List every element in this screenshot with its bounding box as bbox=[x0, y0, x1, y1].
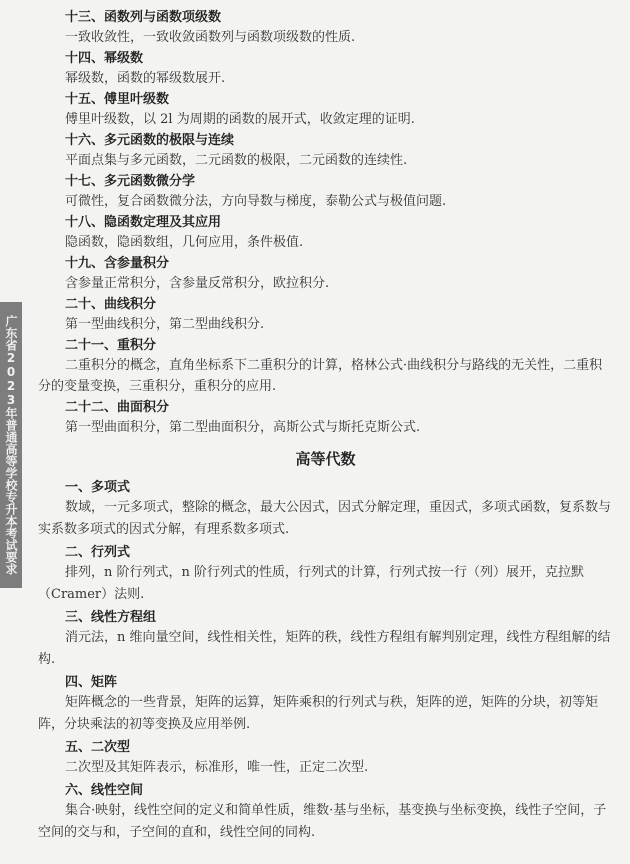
side-tab-label: 广东省2023年普通高等学校专升本考试要求 bbox=[0, 302, 22, 588]
section-title: 二十一、重积分 bbox=[65, 338, 157, 353]
section-title: 十三、函数列与函数项级数 bbox=[65, 10, 222, 25]
section-14 bbox=[38, 49, 613, 89]
section-title: 五、二次型 bbox=[65, 740, 131, 755]
section-title: 三、线性方程组 bbox=[65, 610, 157, 625]
chapter-heading: 高等代数 bbox=[295, 450, 356, 468]
section-title: 二、行列式 bbox=[65, 545, 131, 560]
section-18 bbox=[38, 213, 613, 253]
section-title: 十六、多元函数的极限与连续 bbox=[65, 133, 235, 148]
section-title: 十四、幂级数 bbox=[65, 51, 144, 66]
section-body: 平面点集与多元函数，二元函数的极限，二元函数的连续性. bbox=[65, 153, 408, 168]
section-linear-equations bbox=[38, 608, 613, 671]
section-body: 傅里叶级数，以 2l 为周期的函数的展开式，收敛定理的证明. bbox=[65, 112, 415, 127]
section-22 bbox=[38, 398, 613, 438]
section-body: 含参量正常积分，含参量反常积分，欧拉积分. bbox=[65, 276, 330, 291]
section-title: 二十二、曲面积分 bbox=[65, 400, 170, 415]
section-17 bbox=[38, 172, 613, 212]
section-body: 二次型及其矩阵表示，标准形，唯一性，正定二次型. bbox=[65, 760, 369, 775]
analysis-sections bbox=[38, 8, 613, 438]
section-body: 消元法，n 维向量空间，线性相关性，矩阵的秩，线性方程组有解判别定理，线性方程组解的结构. bbox=[38, 630, 611, 667]
section-title: 十七、多元函数微分学 bbox=[65, 174, 196, 189]
section-13 bbox=[38, 8, 613, 48]
section-polynomial bbox=[38, 478, 613, 541]
section-title: 六、线性空间 bbox=[65, 783, 144, 798]
section-body: 可微性，复合函数微分法，方向导数与梯度，泰勒公式与极值问题. bbox=[65, 194, 447, 209]
section-19 bbox=[38, 254, 613, 294]
section-body: 幂级数，函数的幂级数展开. bbox=[65, 71, 226, 86]
section-linear-space bbox=[38, 781, 613, 844]
section-body: 第一型曲线积分，第二型曲线积分. bbox=[65, 317, 265, 332]
section-body: 二重积分的概念，直角坐标系下二重积分的计算，格林公式·曲线积分与路线的无关性，二重积分的变量变换，三重积分，重积分的应用. bbox=[38, 358, 603, 394]
section-body: 一致收敛性，一致收敛函数列与函数项级数的性质. bbox=[65, 30, 356, 45]
section-matrix bbox=[38, 673, 613, 736]
section-16 bbox=[38, 131, 613, 171]
section-title: 十八、隐函数定理及其应用 bbox=[65, 215, 222, 230]
section-quadratic-form bbox=[38, 738, 613, 779]
section-body: 矩阵概念的一些背景，矩阵的运算，矩阵乘积的行列式与秩，矩阵的逆，矩阵的分块，初等矩阵，分块乘法的初等变换及应用举例. bbox=[38, 695, 599, 732]
algebra-sections bbox=[38, 478, 613, 844]
section-body: 隐函数，隐函数组，几何应用，条件极值. bbox=[65, 235, 304, 250]
section-title: 一、多项式 bbox=[65, 480, 131, 495]
section-determinant bbox=[38, 543, 613, 606]
section-20 bbox=[38, 295, 613, 335]
section-21 bbox=[38, 336, 613, 397]
content-area bbox=[38, 8, 613, 844]
section-15 bbox=[38, 90, 613, 130]
section-body: 数域，一元多项式，整除的概念，最大公因式，因式分解定理，重因式，多项式函数，复系数与实系数多项式的因式分解，有理系数多项式. bbox=[38, 500, 612, 537]
section-body: 第一型曲面积分，第二型曲面积分，高斯公式与斯托克斯公式. bbox=[65, 420, 421, 435]
section-title: 十五、傅里叶级数 bbox=[65, 92, 170, 107]
section-body: 排列，n 阶行列式，n 阶行列式的性质，行列式的计算，行列式按一行（列）展开，克拉默（Cramer）法则. bbox=[38, 565, 585, 602]
section-body: 集合·映射，线性空间的定义和简单性质，维数·基与坐标，基变换与坐标变换，线性子空间，子空间的交与和，子空间的直和，线性空间的同构. bbox=[38, 803, 607, 840]
section-title: 二十、曲线积分 bbox=[65, 297, 157, 312]
section-title: 四、矩阵 bbox=[65, 675, 118, 690]
section-title: 十九、含参量积分 bbox=[65, 256, 170, 271]
